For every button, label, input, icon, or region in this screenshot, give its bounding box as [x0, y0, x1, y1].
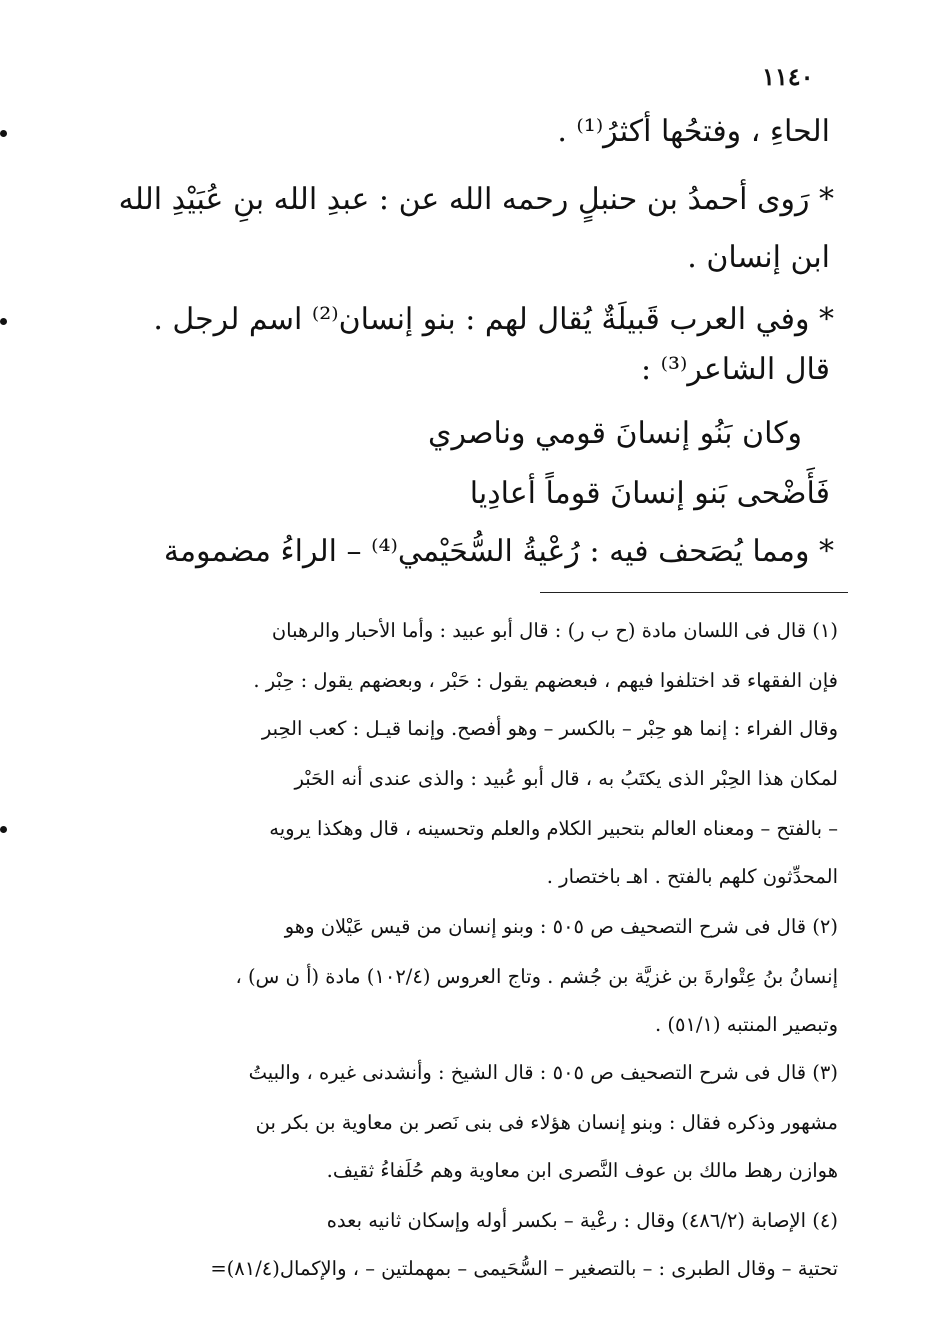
main-text-line: * ومما يُصَحف فيه : رُعْيةُ السُّحَيْمي⁽⁴⁾ – الراءُ مضمومة — [163, 534, 834, 569]
footnote-line: إنسانُ بنُ عِتْوارةَ بن غزيَّة بن جُشم . وتاج العروس (١٠٢/٤) مادة (أ ن س) ، — [235, 965, 838, 988]
footnote-line: (٣) قال فى شرح التصحيف ص ٥٠٥ : قال الشيخ : وأنشدنى غيره ، والبيتُ — [248, 1061, 838, 1084]
footnote-separator — [540, 592, 848, 593]
footnote-line: وقال الفراء : إنما هو حِبْر – بالكسر – وهو أفصح. وإنما قيـل : كعب الحِبر — [261, 717, 838, 740]
footnote-line: هوازن رهط مالك بن عوف النَّصرى ابن معاوية وهم حُلَفاءُ ثقيف. — [326, 1159, 838, 1182]
main-text-line: الحاءِ ، وفتحُها أكثرُ⁽¹⁾ . — [557, 114, 830, 149]
footnote-line: (٢) قال فى شرح التصحيف ص ٥٠٥ : وبنو إنسان من قيس عَيْلان وهو — [284, 915, 838, 938]
main-text-line: * وفي العرب قَبيلَةٌ يُقال لهم : بنو إنسان⁽²⁾ اسم لرجل . — [153, 302, 834, 337]
margin-mark — [0, 318, 7, 325]
footnote-line: مشهور وذكره فقال : وبنو إنسان هؤلاء فى بنى نَصر بن معاوية بن بكر بن — [255, 1111, 838, 1134]
main-text-line: * رَوى أحمدُ بن حنبلٍ رحمه الله عن : عبدِ الله بنِ عُبَيْدِ الله — [118, 182, 834, 217]
footnote-line: لمكان هذا الحِبْر الذى يكتَبُ به ، قال أبو عُبيد : والذى عندى أنه الحَبْر — [294, 767, 838, 790]
footnote-line: فإن الفقهاء قد اختلفوا فيهم ، فبعضهم يقول : حَبْر ، وبعضهم يقول : حِبْر . — [253, 669, 838, 692]
verse-line: فَأَضْحى بَنو إنسانَ قوماً أعادِيا — [469, 476, 830, 511]
page-number: ١١٤٠ — [762, 62, 814, 91]
footnote-line: (١) قال فى اللسان مادة (ح ب ر) : قال أبو عبيد : وأما الأحبار والرهبان — [271, 619, 838, 642]
verse-line: وكان بَنُو إنسانَ قومي وناصري — [427, 416, 802, 451]
main-text-line: قال الشاعر⁽³⁾ : — [640, 352, 830, 387]
footnote-line: (٤) الإصابة (٤٨٦/٢) وقال : رعْية – بكسر أوله وإسكان ثانيه بعده — [326, 1209, 838, 1232]
footnote-line: – بالفتح – ومعناه العالم بتحبير الكلام والعلم وتحسينه ، قال وهكذا يرويه — [269, 817, 838, 840]
margin-mark — [0, 826, 7, 833]
footnote-line: تحتية – وقال الطبرى : – بالتصغير – السُّحَيمى – بمهملتين – ، والإكمال(٨١/٤)= — [210, 1257, 838, 1280]
margin-mark — [0, 130, 7, 137]
main-text-line: ابن إنسان . — [687, 240, 830, 275]
footnote-line: وتبصير المنتبه (٥١/١) . — [654, 1013, 838, 1036]
footnote-line: المحدِّثون كلهم بالفتح . اهـ باختصار . — [546, 865, 838, 888]
